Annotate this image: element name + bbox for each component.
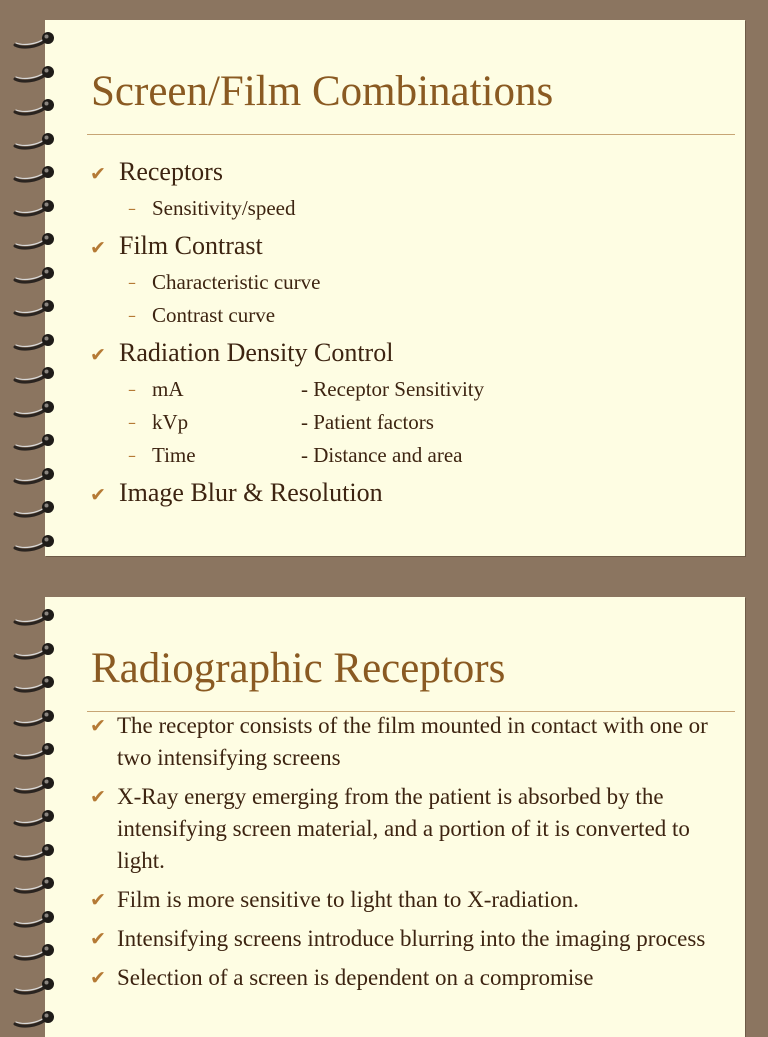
spiral-ring-icon (13, 365, 57, 385)
bullet-text: Radiation Density Control (119, 338, 394, 367)
spiral-ring-icon (13, 231, 57, 251)
bullet-item (90, 781, 731, 877)
check-mark-icon: ✔ (90, 715, 106, 737)
sub-text-detail: - Receptor Sensitivity (301, 377, 485, 401)
bullet-item (90, 710, 731, 774)
bullet-text: Receptors (119, 157, 223, 186)
sub-text: kVp (152, 410, 189, 434)
sub-text-detail: - Patient factors (301, 410, 434, 434)
bullet-text: X-Ray energy emerging from the patient is absorbed by the intensifying screen material, and a portion of it is converted to light. (117, 784, 690, 873)
dash-icon: – (128, 273, 136, 292)
bullet-item (90, 884, 731, 916)
sub-text-detail: - Distance and area (301, 443, 463, 467)
check-mark-icon: ✔ (90, 889, 106, 911)
bullet-list (90, 710, 731, 1001)
bullet-text: Film Contrast (119, 231, 263, 260)
sub-text: Sensitivity/speed (152, 196, 296, 220)
sub-item (90, 299, 731, 332)
spiral-ring-icon (13, 741, 57, 761)
sub-item (90, 266, 731, 299)
spiral-ring-icon (13, 466, 57, 486)
check-mark-icon: ✔ (90, 786, 106, 808)
check-mark-icon: ✔ (90, 163, 106, 185)
spiral-ring-icon (13, 875, 57, 895)
spiral-ring-icon (13, 942, 57, 962)
bullet-item (90, 923, 731, 955)
bullet-text: Film is more sensitive to light than to X-radiation. (117, 887, 579, 912)
spiral-ring-icon (13, 641, 57, 661)
slide-radiographic-receptors (45, 597, 745, 1037)
bullet-text: Selection of a screen is dependent on a compromise (117, 965, 594, 990)
check-mark-icon: ✔ (90, 967, 106, 989)
check-mark-icon: ✔ (90, 928, 106, 950)
dash-icon: – (128, 380, 136, 399)
spiral-ring-icon (13, 332, 57, 352)
sub-text: Characteristic curve (152, 270, 321, 294)
bullet-item (90, 157, 731, 225)
spiral-ring-icon (13, 775, 57, 795)
spiral-ring-icon (13, 30, 57, 50)
sub-list (90, 192, 731, 225)
sub-item (90, 406, 731, 439)
sub-list (90, 266, 731, 332)
spiral-ring-icon (13, 808, 57, 828)
sub-text: Time (152, 443, 196, 467)
bullet-text: Image Blur & Resolution (119, 478, 383, 507)
bullet-text: The receptor consists of the film mounted in contact with one or two intensifying screens (117, 713, 708, 770)
sub-text: mA (152, 377, 184, 401)
spiral-ring-icon (13, 976, 57, 996)
check-mark-icon: ✔ (90, 344, 106, 366)
spiral-ring-icon (13, 909, 57, 929)
sub-item (90, 192, 731, 225)
spiral-ring-icon (13, 533, 57, 553)
spiral-ring-icon (13, 97, 57, 117)
dash-icon: – (128, 413, 136, 432)
bullet-item (90, 962, 731, 994)
spiral-ring-icon (13, 1009, 57, 1029)
bullet-text: Intensifying screens introduce blurring into the imaging process (117, 926, 706, 951)
spiral-ring-icon (13, 607, 57, 627)
bullet-item (90, 478, 731, 508)
spiral-ring-icon (13, 432, 57, 452)
check-mark-icon: ✔ (90, 484, 106, 506)
spiral-ring-icon (13, 131, 57, 151)
title-divider (87, 134, 735, 135)
spiral-ring-icon (13, 842, 57, 862)
spiral-ring-icon (13, 298, 57, 318)
bullet-item (90, 338, 731, 472)
spiral-ring-icon (13, 399, 57, 419)
sub-item (90, 439, 731, 472)
spiral-ring-icon (13, 265, 57, 285)
slide-title: Radiographic Receptors (91, 645, 506, 692)
slide-screen-film-combinations (45, 20, 745, 556)
dash-icon: – (128, 306, 136, 325)
sub-list (90, 373, 731, 472)
spiral-ring-icon (13, 198, 57, 218)
slide-title: Screen/Film Combinations (91, 68, 554, 115)
bullet-item (90, 231, 731, 332)
spiral-ring-icon (13, 164, 57, 184)
bullet-list (90, 157, 731, 508)
sub-item (90, 373, 731, 406)
spiral-ring-icon (13, 64, 57, 84)
sub-text: Contrast curve (152, 303, 276, 327)
spiral-ring-icon (13, 674, 57, 694)
spiral-ring-icon (13, 708, 57, 728)
spiral-ring-icon (13, 499, 57, 519)
dash-icon: – (128, 199, 136, 218)
dash-icon: – (128, 446, 136, 465)
check-mark-icon: ✔ (90, 237, 106, 259)
